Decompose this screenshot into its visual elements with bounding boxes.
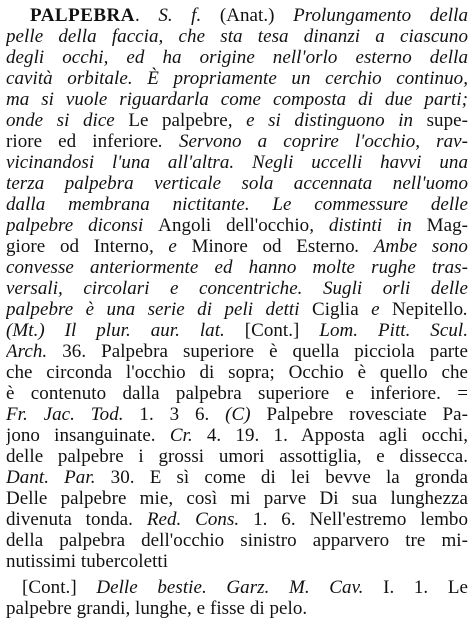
entry-text-run: Mag- — [426, 215, 468, 236]
entry-text-run: PALPEBRA — [30, 5, 135, 26]
entry-text-run: S. f. — [158, 5, 202, 26]
entry-text-run: delle palpebre i grossi umori assottiglia, e dissecca. — [6, 446, 468, 467]
entry-text-run: Delle bestie. Garz. M. Cav. — [96, 577, 364, 598]
entry-line-29 — [6, 597, 468, 621]
entry-text-run: jono insanguinate. — [6, 425, 170, 446]
entry-text-run: Delle palpebre mie, così mi parve Di sua lunghezza — [6, 488, 468, 509]
entry-text-run: è contenuto dalla palpebra superiore e inferiore. = — [6, 383, 468, 404]
entry-text-run: della palpebra dell'occhio sinistro apparvero tre mi- — [6, 530, 468, 551]
entry-text-run: (Mt.) Il plur. aur. lat. — [6, 320, 225, 341]
entry-text-run: , e — [148, 236, 192, 257]
entry-text-run: 1. 6. Nell'estremo lembo — [239, 509, 468, 530]
entry-text-run: terza palpebra verticale sola accennata nell'uomo — [6, 173, 468, 194]
entry-text-run: Dant. Par. — [6, 467, 96, 488]
entry-text-run: versali, circolari e concentriche. Sugli orli delle — [6, 278, 468, 299]
entry-text-run: I. 1. Le — [363, 577, 468, 598]
entry-text-run: [Cont.] — [22, 577, 97, 598]
entry-text-run: . — [463, 299, 468, 320]
entry-text-run: ma si vuole riguardarla come composta di due parti; — [6, 89, 468, 110]
entry-text-run: 30. E sì come di lei bevve la gronda — [95, 467, 468, 488]
entry-text-run: Nepitello — [392, 299, 464, 320]
entry-text-run: Arch. — [6, 341, 48, 362]
entry-text-run: Minore od Esterno — [191, 236, 355, 257]
entry-text-run: nutissimi tubercoletti — [6, 551, 169, 572]
entry-text-run: riore ed inferiore — [6, 131, 159, 152]
entry-text-run: Angoli dell'occhio — [158, 215, 310, 236]
entry-text-run: Lom. Pitt. Scul. — [319, 320, 468, 341]
entry-text-run: 4. 19. 1. Apposta agli occhi, — [192, 425, 468, 446]
entry-text-run: palpebre diconsi — [6, 215, 159, 236]
entry-text-run: 1. 3 6. — [123, 404, 226, 425]
entry-text-run: [Cont.] — [224, 320, 320, 341]
entry-text-run: (C) — [225, 404, 251, 425]
entry-text-run: . — [134, 5, 159, 26]
entry-text-run: palpebre grandi, lunghe, e fisse di pelo. — [6, 598, 308, 619]
entry-text-run: palpebre è una serie di peli detti — [6, 299, 312, 320]
entry-text-run: e — [358, 299, 393, 320]
entry-text-run: giore od Interno — [6, 236, 149, 257]
entry-line-27 — [6, 550, 468, 574]
entry-text-run: degli occhi, ed ha origine nell'orlo esterno della — [6, 47, 468, 68]
entry-text-run: dalla membrana nictitante. Le commessure delle — [6, 194, 468, 215]
entry-text-run: onde si dice — [6, 110, 129, 131]
entry-text-run: che circonda l'occhio di sopra; Occhio è quello che — [6, 362, 468, 383]
entry-text-run: supe- — [426, 110, 468, 131]
entry-text-run: Palpebre rovesciate Pa- — [250, 404, 468, 425]
entry-text-run: Le palpebre — [128, 110, 228, 131]
entry-text-run: divenuta tonda. — [6, 509, 147, 530]
entry-text-run: Cr. — [169, 425, 193, 446]
entry-text-run: , distinti in — [309, 215, 427, 236]
entry-text-run: Ciglia — [311, 299, 359, 320]
entry-text-run: . Servono a coprire l'occhio, rav- — [158, 131, 468, 152]
entry-text-run: . Ambe sono — [354, 236, 468, 257]
entry-text-run: , e si distinguono in — [227, 110, 427, 131]
entry-text-run: Fr. Jac. Tod. — [6, 404, 124, 425]
entry-text-run: pelle della faccia, che sta tesa dinanzi a ciascuno — [6, 26, 468, 47]
entry-text-run: (Anat.) — [201, 5, 294, 26]
entry-text-run: 36. Palpebra superiore è quella picciola parte — [47, 341, 468, 362]
entry-text-run: Red. Cons. — [146, 509, 240, 530]
entry-text-run: convesse anteriormente ed hanno molte rughe tras- — [6, 257, 468, 278]
entry-text-run: cavità orbitale. È propriamente un cerchio continuo, — [6, 68, 468, 89]
entry-text-run: vicinandosi l'una all'altra. Negli uccelli havvi una — [6, 152, 468, 173]
entry-text-run: Prolungamento della — [293, 5, 468, 26]
